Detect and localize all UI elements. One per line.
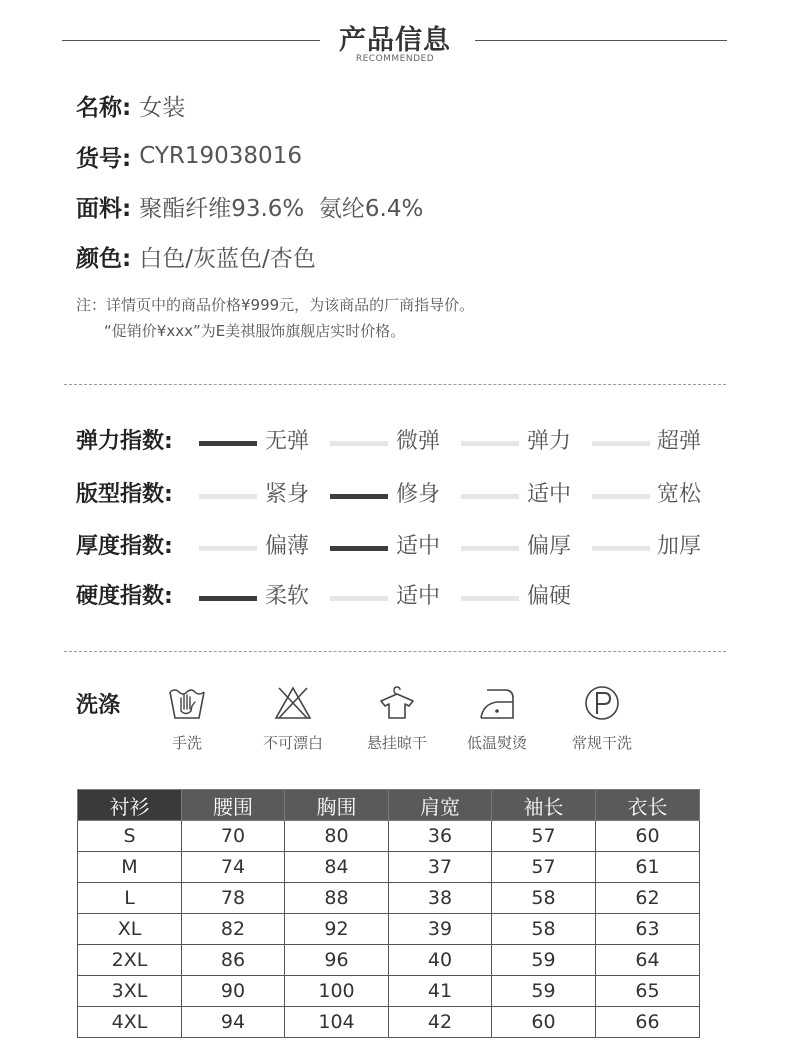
- hand-wash-icon: [167, 684, 207, 722]
- index-bar: [461, 441, 519, 446]
- index-bar-active: [330, 546, 388, 551]
- table-cell: 78: [182, 883, 285, 914]
- table-header-row: [78, 790, 700, 821]
- index-bar: [330, 441, 388, 446]
- index-label: 弹力指数:: [76, 429, 173, 454]
- table-cell: 57: [492, 821, 596, 852]
- info-label: 面料:: [76, 195, 132, 222]
- wash-name: 不可漂白: [262, 734, 323, 752]
- index-option: 偏薄: [265, 534, 310, 559]
- table-cell: 58: [492, 914, 596, 945]
- table-cell: 80: [285, 821, 389, 852]
- table-row: [78, 883, 700, 914]
- wash-item-no-bleach: [248, 684, 338, 754]
- index-bar: [461, 596, 519, 601]
- index-option: 微弹: [396, 429, 441, 454]
- table-cell: 84: [285, 852, 389, 883]
- table-cell: 39: [389, 914, 492, 945]
- index-bar-active: [330, 494, 388, 499]
- table-row: [78, 821, 700, 852]
- index-option: 修身: [396, 482, 441, 507]
- index-option: 柔软: [265, 584, 310, 609]
- dry-clean-icon: [582, 684, 622, 722]
- table-cell: 3XL: [78, 976, 182, 1007]
- table-cell: 57: [492, 852, 596, 883]
- index-option: 加厚: [657, 534, 702, 559]
- size-table: [77, 789, 700, 1038]
- info-value: CYR19038016: [139, 143, 302, 169]
- info-value: 白色/灰蓝色/杏色: [139, 245, 316, 272]
- info-row-name: [76, 89, 185, 121]
- table-cell: 92: [285, 914, 389, 945]
- index-bar-active: [199, 596, 257, 601]
- table-cell: 88: [285, 883, 389, 914]
- wash-item-dry-clean: [557, 684, 647, 754]
- index-row-fit: [76, 478, 726, 512]
- table-cell: 58: [492, 883, 596, 914]
- wash-label: 洗涤: [76, 693, 121, 718]
- table-cell: 63: [596, 914, 700, 945]
- wash-item-hand-wash: [142, 684, 232, 754]
- table-header-cell: 肩宽: [389, 790, 492, 821]
- index-option: 偏硬: [527, 584, 572, 609]
- wash-item-hang-dry: [352, 684, 442, 754]
- table-cell: 100: [285, 976, 389, 1007]
- table-header-cell: 衬衫: [78, 790, 182, 821]
- info-label: 货号:: [76, 145, 132, 172]
- wash-item-low-iron: [452, 684, 542, 754]
- info-value: 聚酯纤维93.6% 氨纶6.4%: [139, 195, 424, 222]
- index-bar-active: [199, 441, 257, 446]
- index-bar: [199, 494, 257, 499]
- table-cell: 66: [596, 1007, 700, 1038]
- info-row-sku: [76, 140, 302, 172]
- table-row: [78, 852, 700, 883]
- table-row: [78, 914, 700, 945]
- wash-name: 低温熨烫: [466, 734, 527, 752]
- table-cell: 70: [182, 821, 285, 852]
- info-value: 女装: [139, 94, 186, 121]
- table-cell: 36: [389, 821, 492, 852]
- divider: [64, 651, 726, 652]
- table-header-cell: 衣长: [596, 790, 700, 821]
- table-row: [78, 976, 700, 1007]
- table-cell: 74: [182, 852, 285, 883]
- table-cell: 38: [389, 883, 492, 914]
- table-row: [78, 1007, 700, 1038]
- price-note-line2: “促销价¥xxx”为E美祺服饰旗舰店实时价格。: [104, 322, 406, 340]
- table-cell: 2XL: [78, 945, 182, 976]
- index-bar: [199, 546, 257, 551]
- table-cell: 94: [182, 1007, 285, 1038]
- table-cell: 62: [596, 883, 700, 914]
- table-cell: 65: [596, 976, 700, 1007]
- index-row-thickness: [76, 530, 726, 564]
- index-bar: [592, 546, 650, 551]
- index-label: 硬度指数:: [76, 584, 173, 609]
- table-cell: 86: [182, 945, 285, 976]
- table-header-cell: 胸围: [285, 790, 389, 821]
- index-bar: [592, 441, 650, 446]
- table-cell: 90: [182, 976, 285, 1007]
- table-cell: 60: [492, 1007, 596, 1038]
- index-option: 适中: [396, 584, 441, 609]
- table-cell: 59: [492, 945, 596, 976]
- table-cell: 4XL: [78, 1007, 182, 1038]
- table-cell: 40: [389, 945, 492, 976]
- index-row-elasticity: [76, 425, 726, 459]
- wash-name: 手洗: [171, 734, 202, 752]
- no-bleach-icon: [273, 684, 313, 722]
- low-iron-icon: [477, 684, 517, 722]
- wash-name: 悬挂晾干: [366, 734, 427, 752]
- info-row-fabric: [76, 190, 423, 222]
- table-cell: 104: [285, 1007, 389, 1038]
- wash-name: 常规干洗: [571, 734, 632, 752]
- index-bar: [330, 596, 388, 601]
- table-cell: 64: [596, 945, 700, 976]
- index-option: 弹力: [527, 429, 572, 454]
- index-bar: [592, 494, 650, 499]
- index-option: 紧身: [265, 482, 310, 507]
- info-label: 颜色:: [76, 245, 132, 272]
- index-label: 版型指数:: [76, 482, 173, 507]
- table-cell: M: [78, 852, 182, 883]
- hang-dry-icon: [377, 684, 417, 722]
- table-cell: XL: [78, 914, 182, 945]
- index-label: 厚度指数:: [76, 534, 173, 559]
- table-header-cell: 腰围: [182, 790, 285, 821]
- table-cell: 59: [492, 976, 596, 1007]
- price-note-line1: 注：详情页中的商品价格¥999元，为该商品的厂商指导价。: [76, 296, 475, 314]
- index-bar: [461, 494, 519, 499]
- table-header-cell: 袖长: [492, 790, 596, 821]
- index-bar: [461, 546, 519, 551]
- table-cell: 37: [389, 852, 492, 883]
- table-cell: 82: [182, 914, 285, 945]
- index-option: 适中: [527, 482, 572, 507]
- table-cell: S: [78, 821, 182, 852]
- index-row-hardness: [76, 580, 726, 614]
- page-subtitle: RECOMMENDED: [355, 54, 435, 64]
- table-cell: 96: [285, 945, 389, 976]
- page-title: 产品信息: [339, 25, 451, 56]
- table-cell: L: [78, 883, 182, 914]
- index-option: 偏厚: [527, 534, 572, 559]
- table-cell: 60: [596, 821, 700, 852]
- table-cell: 42: [389, 1007, 492, 1038]
- index-option: 宽松: [657, 482, 702, 507]
- divider: [64, 384, 726, 385]
- index-option: 超弹: [657, 429, 702, 454]
- table-cell: 61: [596, 852, 700, 883]
- index-option: 无弹: [265, 429, 310, 454]
- table-cell: 41: [389, 976, 492, 1007]
- table-row: [78, 945, 700, 976]
- index-option: 适中: [396, 534, 441, 559]
- info-row-color: [76, 240, 316, 272]
- info-label: 名称:: [76, 94, 132, 121]
